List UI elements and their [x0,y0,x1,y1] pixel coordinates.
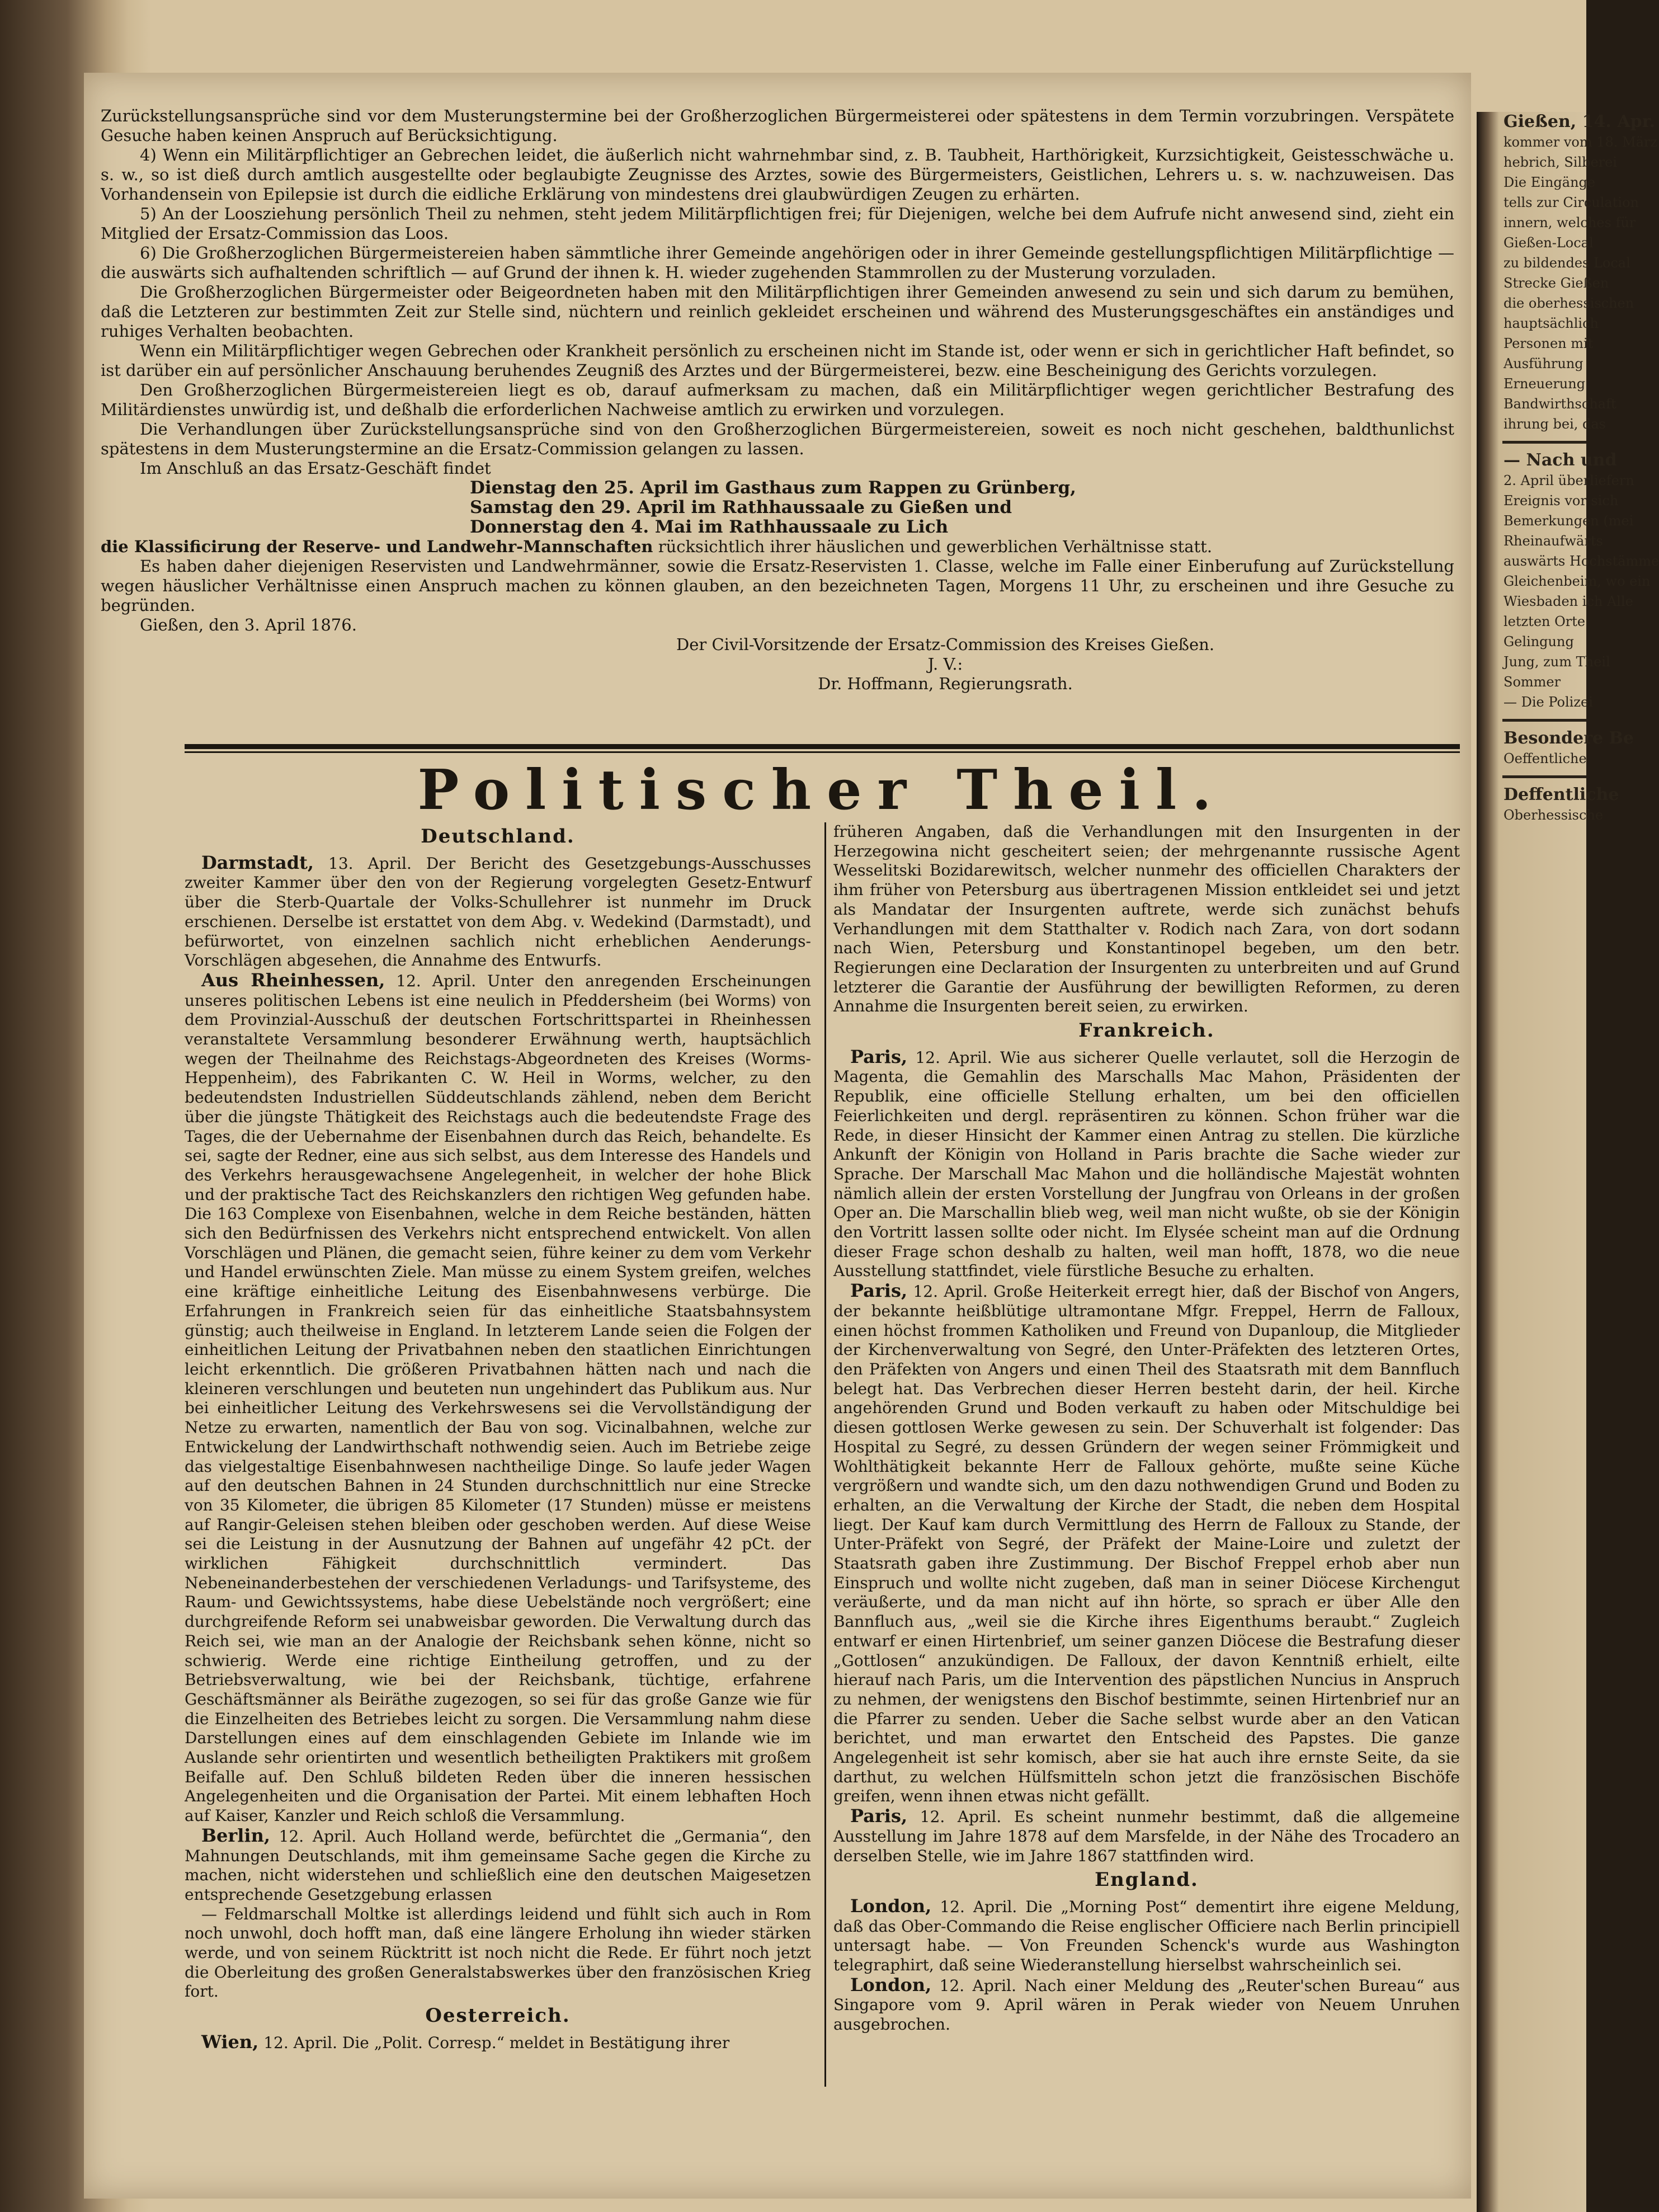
notice-paragraph: Zurückstellungsansprüche sind vor dem Musterungstermine bei der Großherzoglichen Bürgermeisterei oder spätestens in dem Termin vorzubringen. Verspätete Gesuche haben keinen Anspruch auf Berücksichtigung. [101,106,1454,145]
article-text: 12. April. Große Heiterkeit erregt hier, daß der Bischof von Angers, der bekannte heißblütige ultramontane Mfgr. Freppel, Herrn de Falloux, einen höchst frommen Katholiken und Freund von Dupanloup, die Mitglieder der Kirchenverwaltung von Segré, den Unter-Präfekten des letzteren Ortes, den Präfekten von Angers und einen Theil des Staatsrath mit dem Bannfluch belegt hat. Das Verbrechen dieser Herren besteht darin, der heil. Kirche angehörenden Grund und Boden verkauft zu haben oder Mitschuldige bei diesen gottlosen Werke gewesen zu sein. Der Schuverhalt ist folgender: Das Hospital zu Segré, zu dessen Gründern der wegen seiner Frömmigkeit und Wohlthätigkeit bekannte Herr de Falloux gehörte, mußte seine Küche vergrößern und wandte sich, um den dazu nothwendigen Grund und Boden zu erhalten, an die Verwaltung der Kirche der Stadt, die neben dem Hospital liegt. Der Kauf kam durch Vermittlung des Herrn de Falloux zu Stande, der Unter-Präfekt von Segré, der Präfekt der Maine-Loire und zuletzt der Staatsrath gaben ihre Zustimmung. Der Bischof Freppel erhob aber nun Einspruch und wollte nicht zugeben, daß man in seiner Diöcese Kirchengut veräußerte, und da man nicht auf ihn hörte, so sprach er über Alle den Bannfluch aus, „weil sie die Kirche ihres Eigenthums beraubt.“ Zugleich entwarf er einen Hirtenbrief, um seiner ganzen Diöcese die Bestrafung dieser „Gottlosen“ anzukündigen. De Falloux, der davon Kenntniß erhielt, eilte hierauf nach Paris, um die Intervention des päpstlichen Nuncius in Anspruch zu nehmen, der wenigstens den Bischof bestimmte, seinen Hirtenbrief nur an die Pfarrer zu senden. Ueber die Sache selbst wurde aber an den Vatican berichtet, und man erwartet den Entscheid des Papstes. Die ganze Angelegenheit ist sehr komisch, aber sie hat auch ihre ernste Seite, da sie darthut, zu welchen Hülfsmitteln schon jetzt die französischen Bischöfe greifen, wenn ihnen etwas nicht gefällt. [833,1282,1460,1806]
conscription-notice [101,106,1454,694]
adjacent-page-line: hauptsächlich [1504,316,1599,331]
notice-closing: Es haben daher diejenigen Reservisten und Landwehrmänner, sowie die Ersatz-Reservisten 1. Classe, welche im Falle einer Einberufung auf Zurückstellung wegen häuslicher Verhältnisse einen Anspruch machen zu können glauben, an den bezeichneten Tagen, Morgens 11 Uhr, zu erscheinen und ihre Gesuche zu begründen. [101,557,1454,615]
adjacent-page-line: Besondere Be [1504,728,1634,748]
adjacent-page-line: zu bildendes Local [1504,255,1630,271]
adjacent-page-line: Gießen-Local [1504,235,1594,251]
heading-oesterreich: Oesterreich. [425,2004,571,2027]
dateline-paris: Paris, [850,1805,908,1827]
adjacent-page-line: ihrung bei, das [1504,416,1606,432]
article-london-2 [833,1975,1460,2035]
adjacent-page-line: Sommer [1504,674,1561,690]
event-date-lich: Donnerstag den 4. Mai im Rathhaussaale zu Lich [470,517,949,537]
article-wien [185,2032,811,2053]
section-divider-thin [185,751,1460,753]
article-wien-continued: früheren Angaben, daß die Verhandlungen mit den Insurgenten in der Herzegowina nicht gescheitert seien; der mehrgenannte russische Agent Wesselitski Bozidarewitsch, welcher nunmehr des officiellen Charakters der ihm früher von Petersburg aus übertragenen Mission entkleidet sei und jetzt als Mandatar der Insurgenten auftrete, werde sich zunächst behufs Verhandlungen mit dem Statthalter v. Rodich nach Zara, von dort sodann nach Wien, Petersburg und Konstantinopel begeben, um den betr. Regierungen eine Declaration der Insurgenten zu unterbreiten und auf Grund letzterer die Garantie der Ausführung der bewilligten Reformen, zu deren Annahme die Insurgenten bereit seien, zu erwirken. [833,822,1460,1016]
notice-dateline: Gießen, den 3. April 1876. [140,615,357,634]
article-text: 12. April. Wie aus sicherer Quelle verlautet, soll die Herzogin de Magenta, die Gemahlin des Marschalls Mac Mahon, Präsidenten der Republik, eine officielle Stellung erhalten, um bei den officiellen Feierlichkeiten und dergl. repräsentiren zu können. Schon früher war die Rede, in dieser Hinsicht der Kammer einen Antrag zu stellen. Die kürzliche Ankunft der Königin von Holland in Paris brachte die Sache wieder zur Sprache. Der Marschall Mac Mahon und die holländische Majestät wohnten nämlich allein der ersten Vorstellung der Jungfrau von Orleans in der großen Oper an. Die Marschallin blieb weg, weil man nicht wußte, ob sie der Königin den Vortritt lassen sollte oder nicht. Im Elysée scheint man auf die Ordnung dieser Frage schon deshalb zu halten, weil man hofft, 1878, wo die neue Ausstellung stattfindet, viele fürstliche Besuche zu erhalten. [833,1048,1460,1281]
notice-paragraph: Im Anschluß an das Ersatz-Geschäft findet [140,459,491,478]
adjacent-page-line: Ausführung [1504,356,1583,371]
adjacent-page-line: Rheinaufwärts [1504,533,1603,549]
adjacent-page-line: Wiesbaden ich Alle [1504,594,1633,609]
column-left [185,822,811,2053]
article-rheinhessen [185,971,811,1826]
event-date-gruenberg: Dienstag den 25. April im Gasthaus zum Rappen zu Grünberg, [470,478,1076,498]
notice-paragraph: 5) An der Loosziehung persönlich Theil zu nehmen, steht jedem Militärpflichtigen frei; für Diejenigen, welche bei dem Aufrufe nicht anwesend sind, zieht ein Mitglied der Ersatz-Commission das Loos. [101,204,1454,243]
column-right [833,822,1460,2035]
adjacent-page-line: Gleichenbeim, wo ein [1504,573,1651,589]
dateline-london: London, [850,1974,932,1995]
notice-paragraph: 4) Wenn ein Militärpflichtiger an Gebrechen leidet, die äußerlich nicht wahrnehmbar sind, z. B. Taubheit, Harthörigkeit, Kurzsichtigkeit, Geistesschwäche u. s. w., so ist dieß durch amtlich ausgestellte oder beglaubigte Zeugnisse des Arztes, sowie des Bürgermeisters, Geistlichen, Lehrers u. s. w. nachzuweisen. Das Vorhandensein von Epilepsie ist durch die eidliche Erklärung von mindestens drei glaubwürdigen Zeugen zu erhärten. [101,145,1454,204]
adjacent-page-line: Deffentliche [1504,785,1619,804]
classification-line [101,537,1454,557]
adjacent-page-line: — Nach und [1504,450,1617,470]
notice-signature-2: J. V.: [927,655,963,674]
adjacent-page-edge [1477,112,1659,2212]
adjacent-page-line: Strecke Gießen [1504,275,1609,291]
adjacent-page-rule [1502,441,1586,444]
dateline-paris: Paris, [850,1046,908,1067]
adjacent-page-rule [1502,719,1586,722]
article-text: 12. April. Die „Morning Post“ dementirt ihre eigene Meldung, daß das Ober-Commando die Reise englischer Officiere nach Berlin principiell untersagt habe. — Von Freunden Schenck's wurde aus Washington telegraphirt, daß seine Wiederanstellung hierselbst wahrscheinlich sei. [833,1897,1460,1975]
dateline-london: London, [850,1895,932,1917]
notice-signature-3: Dr. Hoffmann, Regierungsrath. [818,674,1073,693]
dateline-paris: Paris, [850,1280,908,1302]
adjacent-page-line: innern, welches für [1504,215,1636,230]
adjacent-page-line: Jung, zum Theil [1504,654,1610,670]
article-text: 12. April. Nach einer Meldung des „Reuter'schen Bureau“ aus Singapore vom 9. April wären in Perak wieder von Neuem Unruhen ausgebrochen. [833,1976,1460,2034]
adjacent-page-line: — Die Polizei [1504,694,1593,710]
article-text: 12. April. Auch Holland werde, befürchtet die „Germania“, den Mahnungen Deutschlands, mit ihm gemeinsame Sache gegen die Kirche zu machen, nicht widerstehen und schließlich eine den deutschen Maigesetzen entsprechende Gesetzgebung erlassen [185,1827,811,1904]
adjacent-page-line: Die Eingänge [1504,175,1596,190]
article-paris-3 [833,1806,1460,1866]
article-text: 12. April. Es scheint nunmehr bestimmt, daß die allgemeine Ausstellung im Jahre 1878 auf dem Marsfelde, in der Nähe des Trocadero an derselben Stelle, wie im Jahre 1867 stattfinden wird. [833,1808,1460,1865]
adjacent-page-line: Bandwirthschaft [1504,396,1616,412]
article-text: 13. April. Der Bericht des Gesetzgebungs-Ausschusses zweiter Kammer über den von der Regierung vorgelegten Gesetz-Entwurf über die Sterb-Quartale der Volks-Schullehrer ist nunmehr im Druck erschienen. Derselbe ist erstattet von dem Abg. v. Wedekind (Darmstadt), und befürwortet, von einzelnen sachlich nicht erheblichen Aenderungs-Vorschlägen abgesehen, die Annahme des Entwurfs. [185,854,811,970]
article-moltke: — Feldmarschall Moltke ist allerdings leidend und fühlt sich auch in Rom noch unwohl, doch hofft man, daß eine längere Erholung ihn wieder stärken werde, und von seinem Rücktritt ist noch nicht die Rede. Er führt noch jetzt die Oberleitung des großen Generalstabswerkes über den französischen Krieg fort. [185,1904,811,2001]
article-paris-2 [833,1281,1460,1806]
classification-rest: rücksichtlich ihrer häuslichen und gewerblichen Verhältnisse statt. [653,537,1213,556]
adjacent-page-line: tells zur Circulation [1504,195,1639,210]
adjacent-page-line: Oberhessische [1504,807,1604,823]
notice-signature-1: Der Civil-Vorsitzende der Ersatz-Commission des Kreises Gießen. [676,635,1215,654]
section-divider-thick [185,744,1460,749]
dateline-rheinhessen: Aus Rheinhessen, [201,969,385,991]
adjacent-page-line: Ereignis vor sich [1504,493,1619,509]
article-london-1 [833,1896,1460,1975]
article-paris-1 [833,1047,1460,1281]
adjacent-page-line: 2. April überliefern [1504,473,1634,488]
dateline-berlin: Berlin, [201,1824,270,1846]
adjacent-page-line: Oeffentliche [1504,751,1587,766]
dateline-wien: Wien, [201,2031,259,2053]
article-darmstadt [185,853,811,971]
column-divider [824,822,826,2087]
adjacent-page-text [1477,112,1659,825]
heading-frankreich: Frankreich. [1078,1019,1215,1042]
adjacent-page-line: auswärts Hochstämme [1504,553,1659,569]
notice-paragraph: Den Großherzoglichen Bürgermeistereien liegt es ob, darauf aufmerksam zu machen, daß ein Militärpflichtiger wegen gerichtlicher Bestrafung des Militärdienstes unwürdig ist, und deßhalb die erforderlichen Nachweise amtlich zu erwirken und vorzulegen. [101,380,1454,419]
adjacent-page-line: Personen mit [1504,336,1594,351]
notice-paragraph: 6) Die Großherzoglichen Bürgermeistereien haben sämmtliche ihrer Gemeinde angehörigen oder in ihrer Gemeinde gestellungspflichtigen Militärpflichtige — die auswärts sich aufhaltenden schriftlich — auf Grund der ihnen k. H. wieder zugehenden Stammrollen zu der Musterung vorzuladen. [101,243,1454,282]
heading-england: England. [1095,1869,1199,1891]
classification-bold: die Klassificirung der Reserve- und Landwehr-Mannschaften [101,537,653,556]
notice-paragraph: Die Verhandlungen über Zurückstellungsansprüche sind von den Großherzoglichen Bürgermeistereien, soweit es noch nicht geschehen, baldthunlichst spätestens in dem Musterungstermine an die Ersatz-Commission gelangen zu lassen. [101,420,1454,458]
event-date-giessen: Samstag den 29. April im Rathhaussaale zu Gießen und [470,497,1012,517]
adjacent-page-line: kommer vom 18. März [1504,134,1658,150]
adjacent-page-line: Gelingung [1504,634,1574,650]
notice-paragraph: Die Großherzoglichen Bürgermeister oder Beigeordneten haben mit den Militärpflichtigen ihrer Gemeinden anwesend zu sein und sich darum zu bemühen, daß die Letzteren zur bestimmten Zeit zur Stelle sind, nüchtern und reinlich gekleidet erscheinen und während des Musterungsgeschäftes ein anständiges und ruhiges Verhalten beobachten. [101,283,1454,341]
adjacent-page-rule [1502,775,1586,778]
adjacent-page-line: Gießen, 14. Apr. [1504,112,1656,131]
adjacent-page-line: hebrich, Silberei [1504,154,1618,170]
heading-deutschland: Deutschland. [421,825,575,848]
article-berlin [185,1826,811,1905]
article-text: 12. April. Die „Polit. Corresp.“ meldet in Bestätigung ihrer [258,2033,730,2052]
dateline-darmstadt: Darmstadt, [201,851,314,873]
notice-paragraph: Wenn ein Militärpflichtiger wegen Gebrechen oder Krankheit persönlich zu erscheinen nicht im Stande ist, oder wenn er sich in gerichtlicher Haft befindet, so ist darüber ein auf persönlicher Anschauung beruhendes Zeugniß des Arztes und der Bürgermeisterei, bezw. eine Bescheinigung des Gerichts vorzulegen. [101,341,1454,380]
adjacent-page-line: letzten Orte [1504,614,1586,629]
section-title: Politischer Theil. [417,758,1227,822]
adjacent-page-line: die oberhessischen [1504,295,1634,311]
adjacent-page-line: Bemerkungen (mei [1504,513,1634,529]
adjacent-page-line: Erneuerung [1504,376,1586,392]
article-text: 12. April. Unter den anregenden Erscheinungen unseres politischen Lebens ist eine neulich in Pfeddersheim (bei Worms) von dem Provinzial-Ausschuß der deutschen Fortschrittspartei in Rheinhessen veranstaltete Versammlung besonderer Erwähnung werth, hauptsächlich wegen der Theilnahme des Reichstags-Abgeordneten des Kreises (Worms-Heppenheim), des Fabrikanten C. W. Heil in Worms, welcher, zu den bedeutendsten Industriellen Süddeutschlands zählend, neben dem Bericht über die jüngste Thätigkeit des Reichstags auch die bedeutendste Frage des Tages, die der Uebernahme der Eisenbahnen durch das Reich, behandelte. Es sei, sagte der Redner, eine aus sich selbst, aus dem Interesse des Handels und des Verkehrs herausgewachsene Angelegenheit, in welcher der hohe Blick und der praktische Tact des Reichskanzlers den richtigen Weg gefunden habe. Die 163 Complexe von Eisenbahnen, welche in dem Reiche beständen, hätten sich den Bedürfnissen des Verkehrs nicht entsprechend entwickelt. Von allen Vorschlägen und Plänen, die gemacht seien, führe keiner zu dem vom Verkehr und Handel erwünschten Ziele. Man müsse zu einem System greifen, welches eine kräftige einheitliche Leitung des Eisenbahnwesens verbürge. Die Erfahrungen in Frankreich seien für das einheitliche Staatsbahnsystem günstig; auch theilweise in England. In letzterem Lande seien die Folgen der einheitlichen Leitung der Privatbahnen neben den staatlichen Einrichtungen leicht erkenntlich. Die größeren Privatbahnen hätten nach und nach die kleineren verschlungen und beuteten nun ungehindert das Publikum aus. Nur bei einheitlicher Leitung des Verkehrswesens sei die Vervollständigung der Netze zu erwarten, namentlich der Bau von sog. Vicinalbahnen, welche zur Entwickelung der Landwirthschaft nothwendig seien. Auch im Betriebe zeige das vielgestaltige Eisenbahnwesen nachtheilige Dinge. So laufe jeder Wagen auf den deutschen Bahnen in 24 Stunden durchschnittlich nur eine Strecke von 35 Kilometer, die übrigen 85 Kilometer (17 Stunden) müsse er meistens auf Rangir-Geleisen stehen bleiben oder geschoben werden. Auf diese Weise sei die Leistung in der Ausnutzung der Bahnen auf ungefähr 42 pCt. der wirklichen Fähigkeit durchschnittlich vermindert. Das Nebeneinanderbestehen der verschiedenen Verladungs- und Tarifsysteme, des Raum- und Gewichtssystems, habe diese Uebelstände noch vergrößert; eine durchgreifende Reform sei unabweisbar geworden. Die Verwaltung durch das Reich sei, wie man an der Analogie der Reichsbank sehen könne, nicht so schwierig. Werde eine richtige Eintheilung getroffen, und zu der Betriebsverwaltung, wie bei der Reichsbank, tüchtige, erfahrene Geschäftsmänner als Beiräthe zugezogen, so sei für das große Ganze wie für die Einzelheiten des Betriebes leicht zu sorgen. Die Versammlung nahm diese Darstellungen eines auf dem einschlagenden Gebiete im Inlande wie im Auslande sehr orientirten und wesentlich betheiligten Praktikers mit großem Beifalle auf. Den Schluß bildeten Reden über die inneren hessischen Angelegenheiten und die Organisation der Partei. Mit einem lebhaften Hoch auf Kaiser, Kanzler und Reich schloß die Versammlung. [185,971,812,1825]
